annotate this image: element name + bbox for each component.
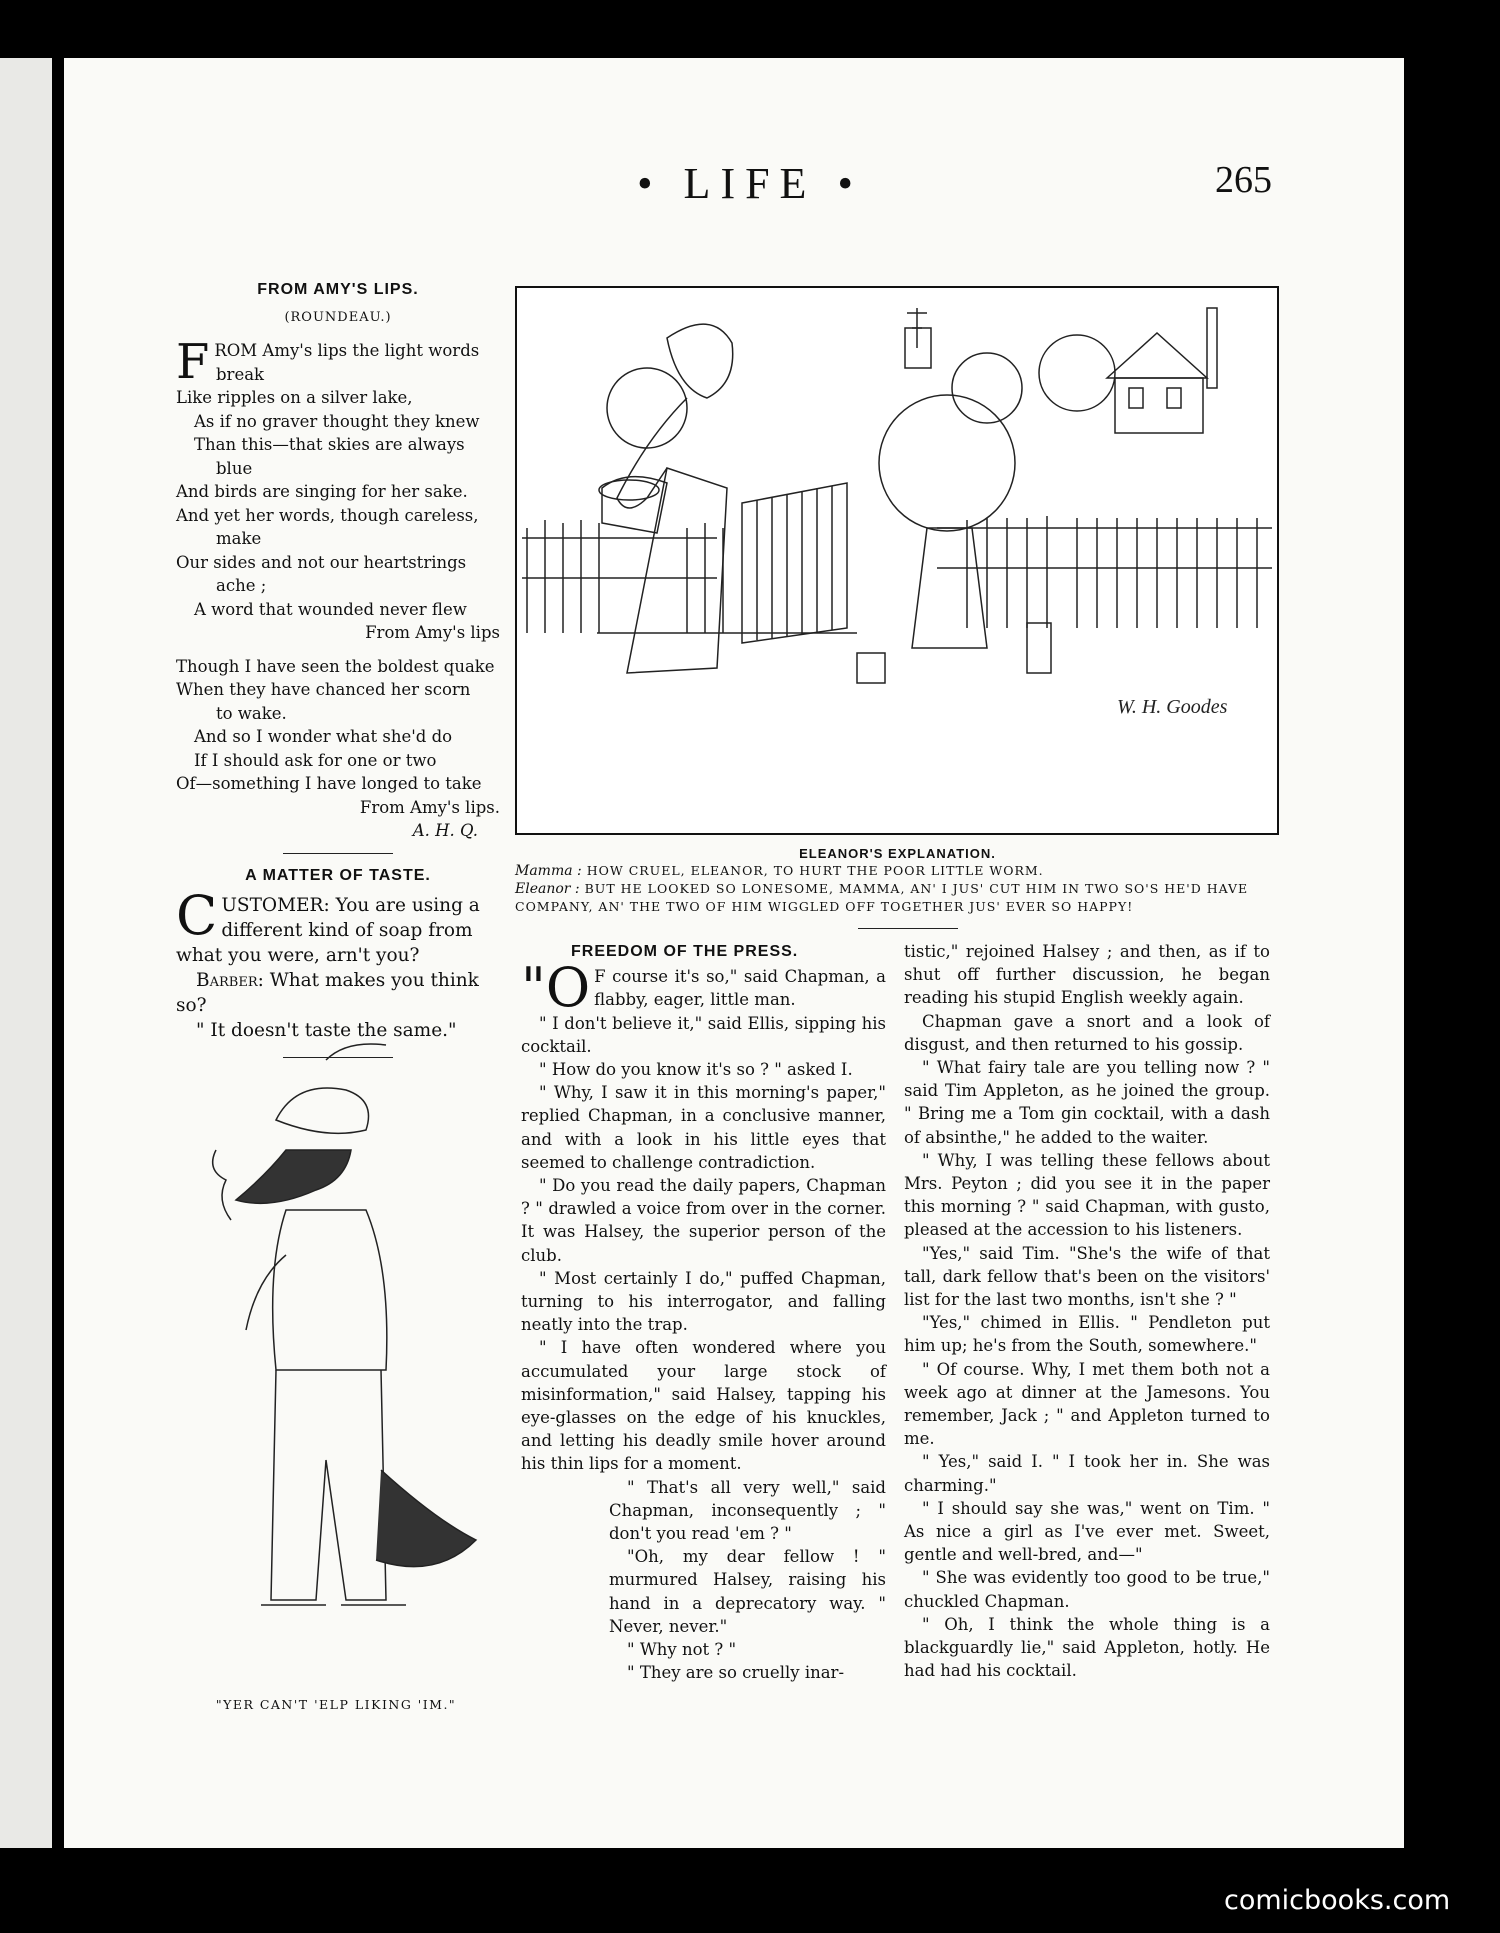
mamma-text: HOW CRUEL, ELEANOR, TO HURT THE POOR LITTLE WORM. [586,863,1044,878]
freedom-paragraph: " Why, I saw it in this morning's paper," replied Chapman, in a conclusive manner, and with a look in his little eyes that seemed to challenge contradiction. [521,1083,886,1172]
poem-line: to wake. [216,703,287,723]
eleanor-label: Eleanor : [515,881,580,897]
masthead-title: • LIFE • [637,159,863,208]
cartoon-artist-signature: W. H. Goodes [1117,696,1228,718]
poem-dropcap: F [176,334,210,390]
poem-line: break [216,364,265,384]
watermark: comicbooks.com [1224,1885,1451,1916]
section-divider [283,853,393,854]
section-divider [858,928,958,929]
poem-line: If I should ask for one or two [194,750,437,770]
cartoon-mamma-line [515,862,1280,880]
fox-illustration [176,1040,616,1680]
cartoon-caption-title: ELEANOR'S EXPLANATION. [799,846,996,861]
poem-line: Like ripples on a silver lake, [176,388,413,407]
cartoon-drawing [517,288,1277,833]
poem-line: And birds are singing for her sake. [176,482,468,501]
freedom-paragraph: " Oh, I think the whole thing is a blackguardly lie," said Appleton, hotly. He had had his cocktail. [904,1614,1270,1681]
freedom-paragraph [521,956,886,1020]
mamma-label: Mamma : [515,863,582,879]
freedom-column-2 [904,940,1270,1683]
freedom-paragraph: "Yes," chimed in Ellis. " Pendleton put him up; he's from the South, somewhere." [904,1313,1270,1356]
cartoon-caption [515,845,1280,915]
previous-page-edge [0,58,52,1848]
freedom-paragraph: " Why not ? " [627,1640,737,1660]
freedom-paragraph: " Of course. Why, I met them both not a week ago at dinner at the Jamesons. You remember, Jack ; " and Appleton turned to me. [904,1359,1270,1449]
poem-line: make [216,529,262,548]
freedom-paragraph: " How do you know it's so ? " asked I. [539,1060,853,1080]
matter-dropcap: C [176,884,218,947]
poem-line: Though I have seen the boldest quake [176,656,495,676]
freedom-text: F course it's so," said Chapman, a flabby, eager, little man. [594,967,886,1010]
customer-text: : You are using a different kind of soap from what you were, arn't you? [176,895,480,966]
matter-barber-line [176,968,500,1018]
poem-title: FROM AMY'S LIPS. [257,281,419,298]
freedom-paragraph: " Do you read the daily papers, Chapman ? " drawled a voice from over in the corner. It was Halsey, the superior person of the club. [521,1176,886,1265]
poem-line: As if no graver thought they knew [194,411,480,431]
freedom-paragraph: " They are so cruelly inar- [627,1663,845,1683]
freedom-dropcap: "O [521,956,591,1020]
freedom-paragraph: " I should say she was," went on Tim. " As nice a girl as I've ever met. Sweet, gentle and well-bred, and—" [904,1498,1270,1565]
poem-line: From Amy's lips [365,623,500,642]
freedom-paragraph: " I have often wondered where you accumulated your large stock of misinformation," said Halsey, tapping his eye-glasses on the edge of his knuckles, and letting his deadly smile hover around his thin lips for a moment. [521,1338,886,1474]
matter-title: A MATTER OF TASTE. [245,866,431,884]
freedom-paragraph: tistic," rejoined Halsey ; and then, as if to shut off further discussion, he began reading his stupid English weekly again. [904,942,1270,1008]
matter-reply: " It doesn't taste the same." [196,1020,457,1041]
poem-line: When they have chanced her scorn [176,680,471,699]
freedom-paragraph: " What fairy tale are you telling now ? " said Tim Appleton, as he joined the group. " Bring me a Tom gin cocktail, with a dash of absinthe," he added to the waiter. [904,1058,1270,1147]
poem-line: And so I wonder what she'd do [194,727,453,746]
barber-label: Barber [196,970,258,991]
freedom-paragraph: "Oh, my dear fellow ! " murmured Halsey, raising his hand in a deprecatory way. " Never, never." [609,1547,886,1636]
eleanor-text: BUT HE LOOKED SO LONESOME, MAMMA, AN' I JUS' CUT HIM IN TWO SO'S HE'D HAVE COMPANY, AN' THE TWO OF HIM WIGGLED OFF TOGETHER JUS' EVER SO HAPPY! [515,881,1249,914]
freedom-paragraph: " That's all very well," said Chapman, inconsequently ; " don't you read 'em ? " [609,1477,886,1544]
freedom-paragraph: " I don't believe it," said Ellis, sipping his cocktail. [521,1013,886,1056]
freedom-paragraph: " Why, I was telling these fellows about Mrs. Peyton ; did you see it in the paper this morning ? " said Chapman, with gusto, pleased at the accession to his listeners. [904,1150,1270,1240]
customer-label: USTOMER [221,895,324,916]
freedom-paragraph: " She was evidently too good to be true," chuckled Chapman. [904,1568,1270,1611]
barber-text: : What makes you think so? [176,970,479,1016]
poem-subtitle: (ROUNDEAU.) [284,309,392,325]
left-column [176,278,500,1068]
cartoon-eleanor-line [515,880,1280,915]
poem-line: Than this—that skies are always [194,435,465,454]
freedom-paragraph: "Yes," said Tim. "She's the wife of that tall, dark fellow that's been on the visitors' list for the last two months, isn't she ? " [904,1243,1270,1310]
poem-line: blue [216,458,253,478]
matter-body [176,884,500,1043]
poem-line: Of—something I have longed to take [176,774,482,793]
fox-caption: "YER CAN'T 'ELP LIKING 'IM." [215,1697,457,1712]
poem-body [176,334,500,843]
freedom-paragraph: " Yes," said I. " I took her in. She was charming." [904,1452,1270,1495]
matter-customer-line [176,884,500,968]
poem-line: From Amy's lips. [359,797,500,817]
poem-line: Our sides and not our heartstrings [176,552,467,572]
freedom-paragraph: Chapman gave a snort and a look of disgust, and then returned to his gossip. [904,1011,1270,1054]
fox-drawing [176,1040,616,1680]
poem-line: ROM Amy's lips the light words [214,341,480,360]
poem-signature: A. H. Q. [412,821,478,840]
poem-line: A word that wounded never flew [194,599,467,619]
freedom-paragraph: " Most certainly I do," puffed Chapman, turning to his interrogator, and falling neatly into the trap. [521,1268,886,1335]
freedom-title: FREEDOM OF THE PRESS. [571,943,799,960]
poem-line: And yet her words, though careless, [176,505,479,525]
poem-line: ache ; [216,576,267,595]
page-number: 265 [1215,159,1272,201]
cartoon-illustration [515,286,1279,835]
